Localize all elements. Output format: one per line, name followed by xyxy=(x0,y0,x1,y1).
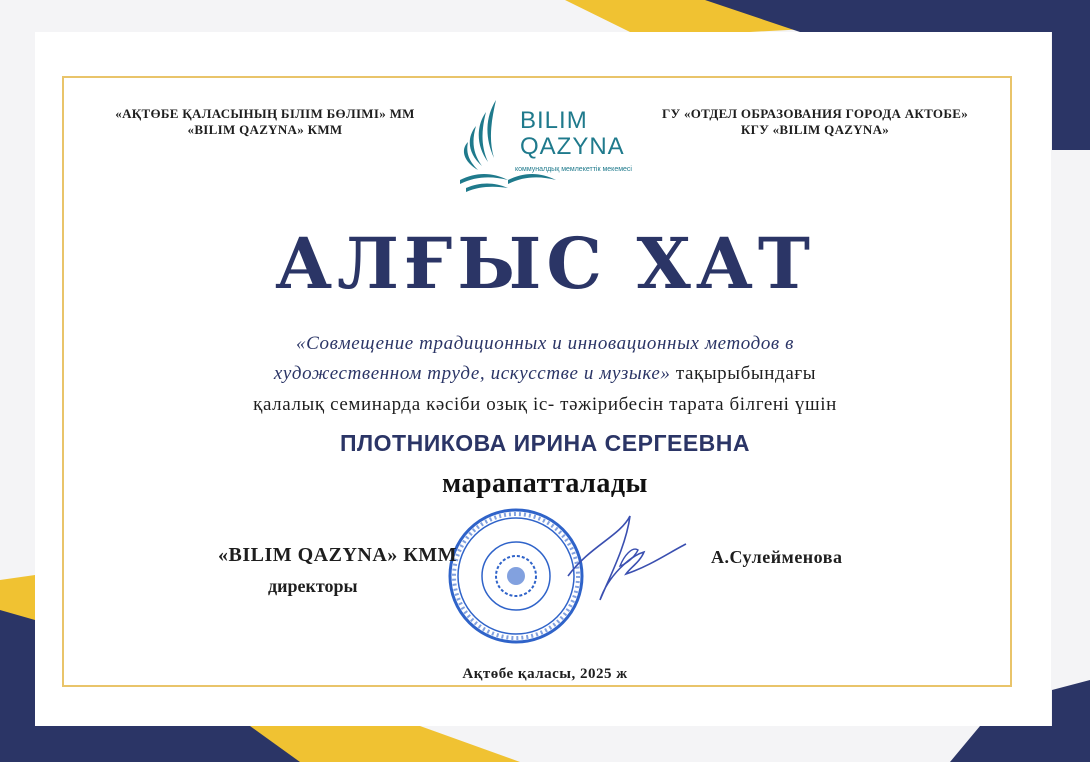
after-topic: тақырыбындағы xyxy=(670,363,817,384)
topic-part1: «Совмещение традиционных и инновационных методов в xyxy=(296,333,794,354)
header-left-line2: «BILIM QAZYNA» КММ xyxy=(187,122,343,137)
logo-line1: BILIM xyxy=(520,107,588,134)
signature-role: директоры xyxy=(268,576,358,596)
logo-tagline: коммуналдық мемлекеттік мекемесі xyxy=(515,166,632,173)
signature-org: «BILIM QAZYNA» КММ xyxy=(218,544,458,566)
certificate-title: АЛҒЫС ХАТ xyxy=(275,222,815,305)
footer-place-date: Ақтөбе қаласы, 2025 ж xyxy=(462,666,628,682)
header-right-line1: ГУ «ОТДЕЛ ОБРАЗОВАНИЯ ГОРОДА АКТОБЕ» xyxy=(662,106,968,121)
topic-part2: художественном труде, искусстве и музыке» xyxy=(273,363,671,384)
signature-icon xyxy=(560,506,690,606)
header-right-line2: КГУ «BILIM QAZYNA» xyxy=(740,122,890,137)
header-right xyxy=(634,106,996,138)
header-left xyxy=(100,106,430,138)
body-line-2 xyxy=(0,363,1090,385)
award-text: марапатталады xyxy=(442,468,648,499)
header-left-line1: «АҚТӨБЕ ҚАЛАСЫНЫҢ БІЛІМ БӨЛІМІ» ММ xyxy=(115,106,415,121)
body-line-1 xyxy=(0,333,1090,355)
body-line-3: қалалық семинарда кәсіби озық іс- тәжірибесін тарата білгені үшін xyxy=(253,394,837,415)
logo-wordmark xyxy=(520,108,625,160)
recipient-name: ПЛОТНИКОВА ИРИНА СЕРГЕЕВНА xyxy=(340,430,750,456)
signer-name: А.Сулейменова xyxy=(711,547,843,567)
logo-line2: QAZYNA xyxy=(520,133,625,160)
